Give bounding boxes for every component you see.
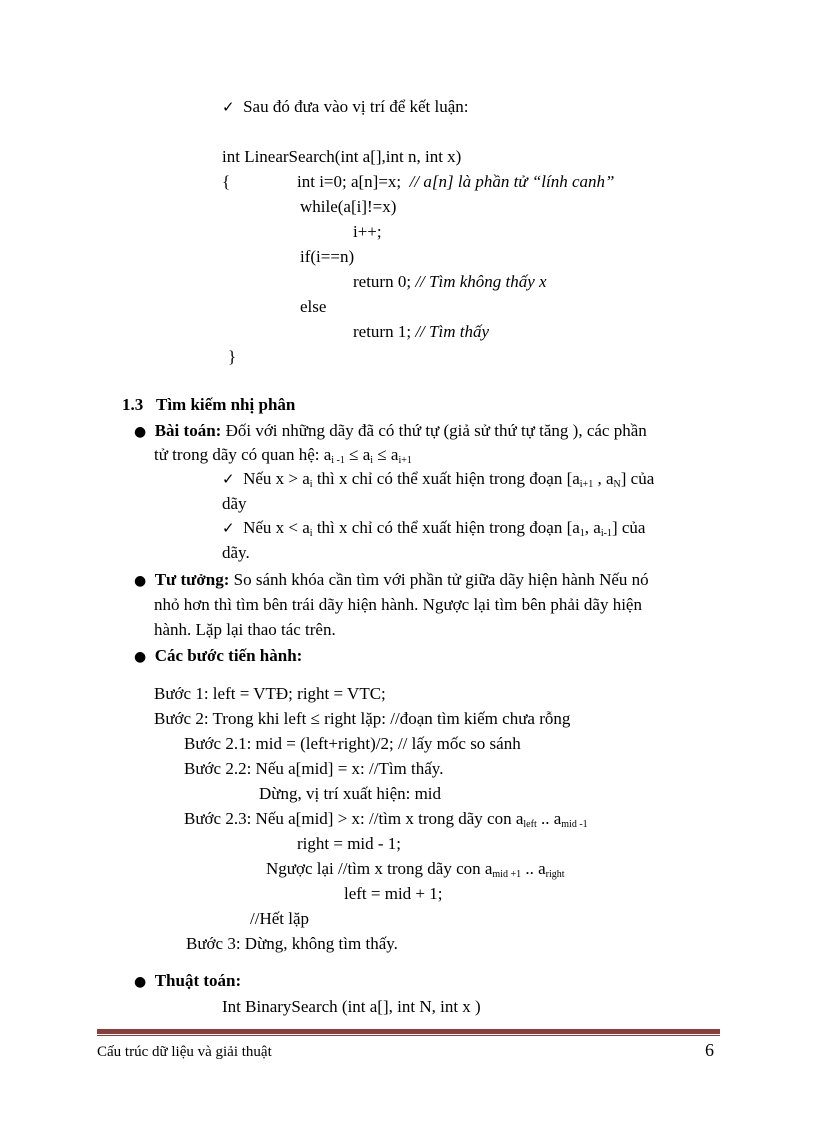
- code-line: else: [300, 297, 327, 316]
- code-line: return 1; // Tìm thấy: [353, 322, 489, 341]
- footer-rule: [97, 1029, 720, 1034]
- bullet-item: ● Thuật toán:: [134, 971, 242, 990]
- bullet-icon: ●: [134, 974, 147, 990]
- code-line: i++;: [353, 222, 382, 241]
- check-item: ✓ Nếu $x > a_i$ thì x chỉ có thể xuất hiện trong đoạn [$a_{i+1}$ , $a_N$] của: [222, 469, 655, 490]
- footer-title: Cấu trúc dữ liệu và giải thuật: [97, 1044, 272, 1060]
- code-line: if(i==n): [300, 247, 355, 266]
- checkmark-icon: ✓: [222, 519, 235, 537]
- text-line: dãy: [222, 494, 247, 513]
- bullet-item: ● Các bước tiến hành:: [134, 646, 303, 665]
- checkmark-icon: ✓: [222, 98, 235, 116]
- code-line: while(a[i]!=x): [300, 197, 397, 216]
- text-line: dãy.: [222, 543, 250, 562]
- bullet-item: ● Tư tưởng: So sánh khóa cần tìm với phần tử giữa dãy hiện hành Nếu nó: [134, 570, 649, 589]
- section-heading: 1.3 Tìm kiếm nhị phân: [122, 395, 296, 414]
- footer-rule-thin: [97, 1035, 720, 1036]
- code-line: Int BinarySearch (int a[], int N, int x ): [222, 997, 481, 1016]
- code-line: int LinearSearch(int a[],int n, int x): [222, 147, 462, 166]
- text-line: nhỏ hơn thì tìm bên trái dãy hiện hành. Ngược lại tìm bên phải dãy hiện: [154, 595, 642, 614]
- text-line: hành. Lặp lại thao tác trên.: [154, 620, 336, 639]
- check-item: ✓ Nếu $x < a_i$ thì x chỉ có thể xuất hiện trong đoạn [$a_1$, $a_{i-1}$] của: [222, 518, 646, 539]
- bullet-icon: ●: [134, 573, 147, 589]
- code-line: return 0; // Tìm không thấy x: [353, 272, 547, 291]
- step-line: Bước 2.3: Nếu a[mid] > x: //tìm x trong dãy con $a_{left}$ .. $a_{mid -1}$: [184, 809, 588, 830]
- step-line: Bước 2.1: mid = (left+right)/2; // lấy mốc so sánh: [184, 734, 521, 753]
- bullet-icon: ●: [134, 649, 147, 665]
- code-line: int i=0; a[n]=x; // a[n] là phần tử “lính canh”: [297, 172, 615, 191]
- step-line: right = mid - 1;: [297, 834, 402, 853]
- code-brace: {: [222, 172, 231, 191]
- bullet-icon: ●: [134, 424, 147, 440]
- code-brace: }: [228, 347, 237, 366]
- checkmark-icon: ✓: [222, 470, 235, 488]
- step-line: Bước 1: left = VTĐ; right = VTC;: [154, 684, 386, 703]
- step-line: Bước 2: Trong khi left ≤ right lặp: //đoạn tìm kiếm chưa rỗng: [154, 709, 571, 728]
- step-line: Bước 2.2: Nếu a[mid] = x: //Tìm thấy.: [184, 759, 444, 778]
- step-line: Ngược lại //tìm x trong dãy con $a_{mid +1}$ .. $a_{right}$: [266, 859, 565, 880]
- step-line: //Hết lặp: [250, 909, 310, 928]
- step-line: Dừng, vị trí xuất hiện: mid: [259, 784, 442, 803]
- page-number: 6: [705, 1040, 714, 1060]
- step-line: Bước 3: Dừng, không tìm thấy.: [186, 934, 398, 953]
- text-line: tử trong dãy có quan hệ: $a_{i -1} \le a_i \le a_{i+1}$: [154, 445, 412, 466]
- bullet-item: ● Bài toán: Đối với những dãy đã có thứ tự (giả sử thứ tự tăng ), các phần: [134, 421, 647, 440]
- step-line: left = mid + 1;: [344, 884, 443, 903]
- check-item: ✓ Sau đó đưa vào vị trí để kết luận:: [222, 97, 469, 116]
